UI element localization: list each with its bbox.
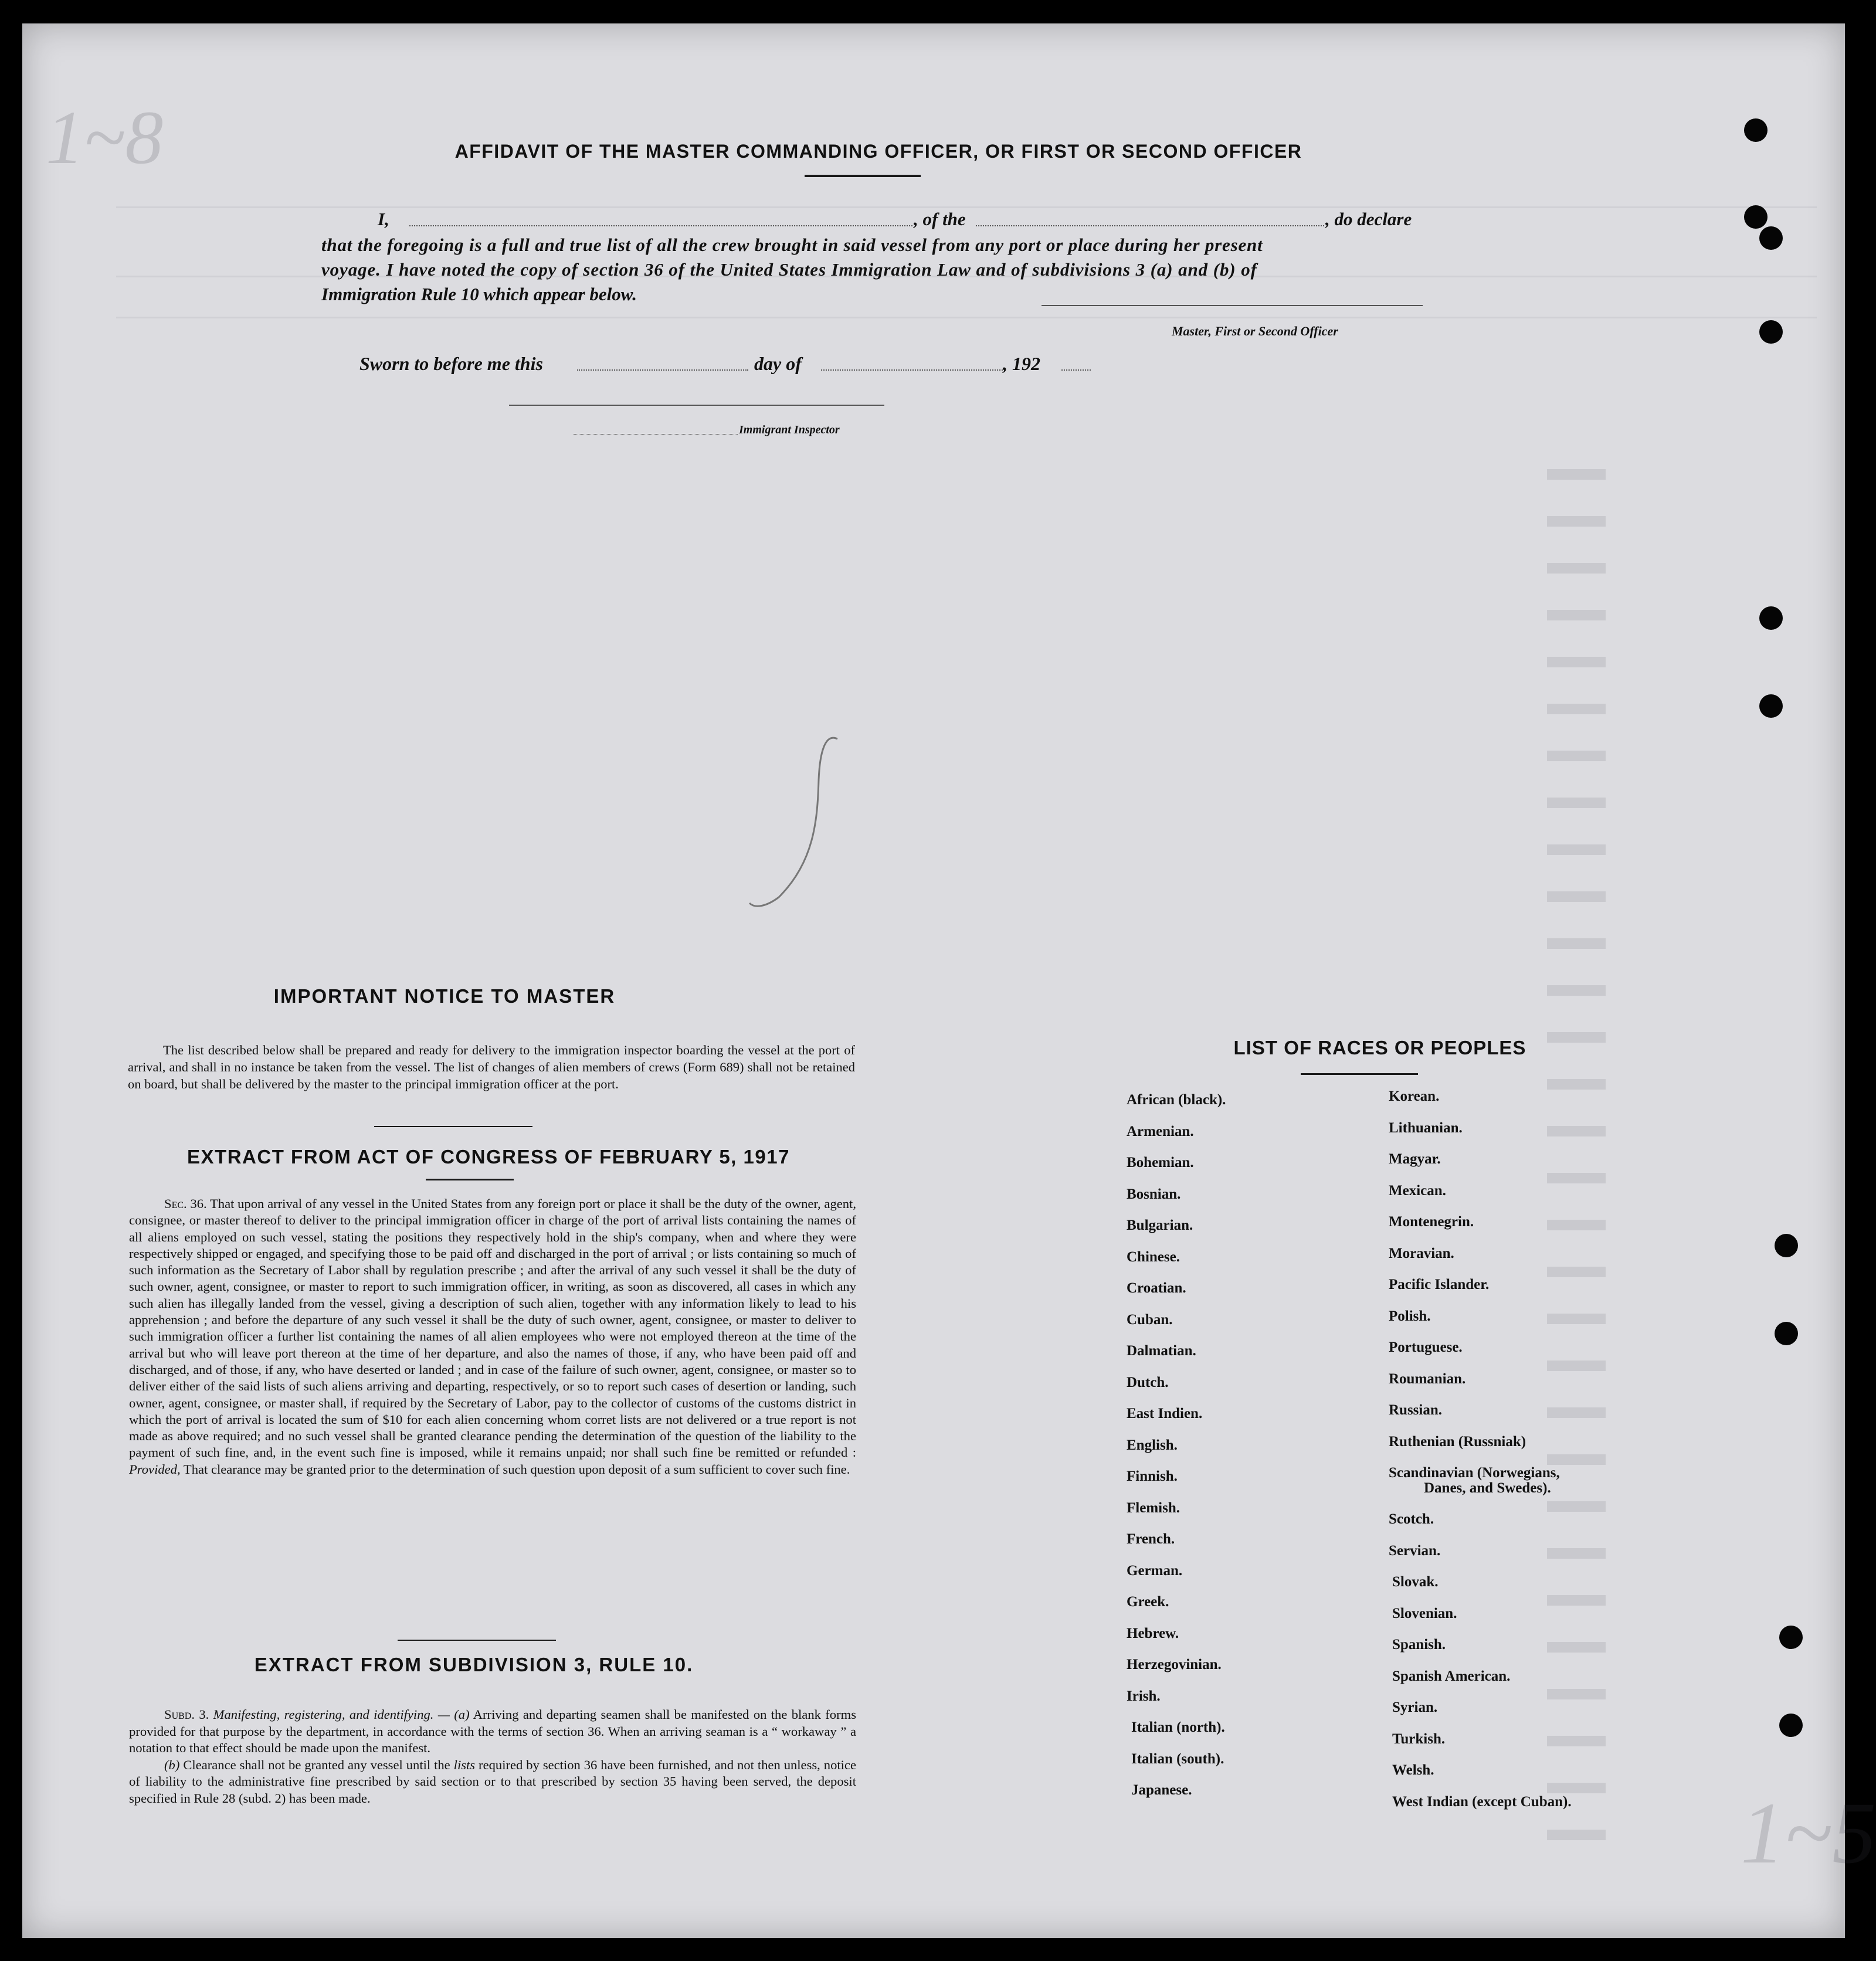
document-page	[22, 23, 1876, 1938]
binder-hole	[1775, 1234, 1798, 1257]
subd-b-text-2: required by section 36 have been furnished, and not then unless, notice of liability to the administrative fine prescribed by said section or to that prescribed by section 35 having been served, the deposit specified in Rule 28 (subd. 2) has been made.	[129, 1757, 856, 1806]
sworn-line	[359, 353, 543, 375]
sworn-year: , 192	[1003, 353, 1040, 374]
race-item: Welsh.	[1392, 1762, 1434, 1778]
binder-hole	[1759, 694, 1783, 718]
race-item: Pacific Islander.	[1389, 1277, 1490, 1292]
binder-hole	[1759, 320, 1783, 344]
notice-text: The list described below shall be prepared and ready for delivery to the immigration inspector boarding the vessel at the port of arrival, and shall in no instance be taken from the vessel. The list of changes of alien members of crews (Form 689) shall not be retained on board, but shall be delivered by the master to the principal immigration officer at the port.	[128, 1043, 855, 1091]
race-item: Korean.	[1389, 1088, 1440, 1104]
race-item: Hebrew.	[1127, 1625, 1179, 1641]
inspector-name-dots	[574, 434, 738, 435]
race-item: Croatian.	[1127, 1280, 1186, 1296]
race-item: Italian (south).	[1131, 1750, 1224, 1767]
inspector-label: Immigrant Inspector	[739, 423, 840, 436]
race-item: Turkish.	[1392, 1731, 1446, 1747]
race-item: Dutch.	[1127, 1374, 1169, 1390]
race-item: Lithuanian.	[1389, 1119, 1463, 1136]
sworn-year-blank[interactable]	[1061, 369, 1091, 371]
bleed-through-marks	[1547, 469, 1606, 1877]
binder-hole	[1759, 606, 1783, 630]
race-item: Chinese.	[1127, 1248, 1180, 1265]
act-extract-bottom-rule	[398, 1640, 556, 1641]
race-item: Spanish American.	[1392, 1668, 1511, 1684]
sworn-month-blank[interactable]	[821, 369, 1003, 371]
binder-hole	[1744, 205, 1768, 229]
race-item: Dalmatian.	[1127, 1343, 1196, 1359]
race-item: Cuban.	[1127, 1311, 1173, 1328]
notice-title: IMPORTANT NOTICE TO MASTER	[273, 985, 616, 1007]
race-item: Danes, and Swedes).	[1424, 1480, 1551, 1496]
officer-name-blank[interactable]	[409, 225, 912, 226]
race-item: Syrian.	[1392, 1699, 1438, 1715]
sworn-day-of: day of	[754, 353, 802, 374]
binder-hole	[1779, 1714, 1803, 1737]
race-item: Magyar.	[1389, 1151, 1441, 1167]
race-item: French.	[1127, 1531, 1175, 1547]
race-item: Portuguese.	[1389, 1339, 1463, 1355]
race-item: German.	[1127, 1562, 1183, 1579]
binder-hole	[1775, 1322, 1798, 1345]
affidavit-line-2: that the foregoing is a full and true list of all the crew brought in said vessel from any port or place during her present	[321, 235, 1263, 255]
bleed-through-handwriting: 1~8	[46, 96, 164, 180]
bleed-through-rule	[116, 206, 1817, 208]
race-item: Spanish.	[1392, 1637, 1446, 1653]
race-item: Herzegovinian.	[1127, 1657, 1222, 1672]
notice-rule	[374, 1126, 532, 1127]
affidavit-of-the-label: , of the	[914, 209, 966, 229]
act-extract-rule	[426, 1179, 514, 1180]
rule-extract-text	[129, 1706, 856, 1807]
race-item: Flemish.	[1127, 1499, 1180, 1516]
affidavit-line-4: Immigration Rule 10 which appear below.	[321, 284, 637, 304]
race-item: Mexican.	[1389, 1182, 1446, 1199]
pencil-stroke	[744, 727, 861, 915]
subd-b-lists: lists	[453, 1757, 476, 1772]
affidavit-line-3: voyage. I have noted the copy of section 36 of the United States Immigration Law and of subdivisions 3 (a) and (b) of	[321, 259, 1257, 280]
subd-heading: Manifesting, registering, and identifying.	[213, 1707, 434, 1722]
affidavit-declare-label: , do declare	[1325, 209, 1412, 229]
race-item: Armenian.	[1127, 1123, 1194, 1139]
binder-hole	[1779, 1626, 1803, 1649]
races-title-rule	[1301, 1073, 1418, 1075]
race-item: English.	[1127, 1437, 1178, 1453]
master-signature-label: Master, First or Second Officer	[1172, 324, 1338, 338]
race-item: Japanese.	[1131, 1782, 1192, 1798]
inspector-signature-line[interactable]	[509, 405, 884, 406]
subd-label: Subd. 3.	[164, 1707, 209, 1722]
binder-hole	[1759, 226, 1783, 250]
race-item: Montenegrin.	[1389, 1214, 1474, 1230]
subd-b-text-1: Clearance shall not be granted any vessel until the	[183, 1757, 450, 1772]
race-item: Roumanian.	[1389, 1370, 1466, 1387]
sworn-day-blank[interactable]	[577, 369, 748, 371]
binder-hole	[1744, 118, 1768, 142]
subd-a-label: — (a)	[437, 1707, 470, 1722]
race-item: Bosnian.	[1127, 1186, 1181, 1202]
bleed-through-rule	[116, 317, 1817, 318]
act-extract-text	[129, 1196, 856, 1478]
race-item: Slovak.	[1392, 1574, 1439, 1590]
race-item: Russian.	[1389, 1402, 1443, 1418]
race-item: Bulgarian.	[1127, 1217, 1193, 1233]
race-item: Scotch.	[1389, 1511, 1434, 1527]
affidavit-title: AFFIDAVIT OF THE MASTER COMMANDING OFFICER, OR FIRST OR SECOND OFFICER	[454, 141, 1302, 162]
subd-a-text: Arriving and departing seamen shall be manifested on the blank forms provided for that purpose by the department, in accordance with the terms of section 36. When an arriving seaman is a “ workaway ” a notation to that effect should be made upon the manifest.	[129, 1707, 856, 1755]
sworn-prefix: Sworn to before me this	[359, 353, 543, 374]
race-item: Servian.	[1389, 1542, 1441, 1559]
race-item: African (black).	[1127, 1092, 1226, 1108]
race-item: Polish.	[1389, 1308, 1431, 1324]
race-item: Scandinavian (Norwegians,	[1389, 1465, 1560, 1481]
title-underline	[805, 175, 921, 177]
act-extract-title: EXTRACT FROM ACT OF CONGRESS OF FEBRUARY 5, 1917	[187, 1146, 790, 1168]
race-item: Italian (north).	[1131, 1719, 1225, 1735]
race-item: Slovenian.	[1392, 1605, 1457, 1621]
sec-36-text: That upon arrival of any vessel in the United States from any foreign port or place it shall be the duty of the owner, agent, consignee, or master thereof to deliver to the principal immigration officer in charge of the port of arrival lists containing the names of all aliens employed on such vessel, stating the positions they respectively hold in the ship's company, when and where they were respectively shipped or engaged, and specifying those to be paid off and discharged in the port of arrival ; or lists containing so much of such information as the Secretary of Labor shall by regulation prescribe ; and after the arrival of any such vessel it shall be the duty of such owner, agent, consignee, or master to report to such immigration officer, in writing, as soon as discovered, all cases in which any such alien has illegally landed from the vessel, giving a description of such alien, together with any information likely to lead to his apprehension ; and before the departure of any such vessel it shall be the duty of such owner, agent, consignee, or master to deliver to such immigration officer a further list containing the names of all alien employees who were not employed thereon at the time of the arrival but who will leave port thereon at the time of her departure, and also the names of those, if any, who have been paid off and discharged, and of those, if any, who have deserted or landed ; and in case of the failure of such owner, agent, consignee, or master so to deliver either of the said lists of such aliens arriving and departing, respectively, or so to report such cases of desertion or landing, such owner, agent, consignee, or master shall, if required by the Secretary of Labor, pay to the collector of customs of the customs district in which the port of arrival is located the sum of $10 for each alien concerning whom corret lists are not delivered or a true report is not made as above required; and no such vessel shall be granted clearance pending the determination of the question of the liability to the payment of such fine, and, in the event such fine is imposed, while it remains unpaid; nor shall such fine be remitted or refunded :	[129, 1196, 856, 1460]
race-item: Ruthenian (Russniak)	[1389, 1433, 1526, 1450]
race-item: Irish.	[1127, 1688, 1161, 1704]
subd-b-label: (b)	[164, 1757, 180, 1772]
provided-label: Provided,	[129, 1461, 181, 1477]
races-title: LIST OF RACES OR PEOPLES	[1233, 1037, 1526, 1058]
sec-36-text-end: That clearance may be granted prior to the determination of such question upon deposit of a sum sufficient to cover such fine.	[183, 1461, 850, 1477]
race-item: Greek.	[1127, 1594, 1169, 1610]
master-signature-line[interactable]	[1042, 305, 1423, 306]
race-item: West Indian (except Cuban).	[1392, 1793, 1572, 1810]
race-item: Bohemian.	[1127, 1155, 1194, 1171]
race-item: Moravian.	[1389, 1245, 1454, 1261]
race-item: Finnish.	[1127, 1468, 1178, 1484]
bleed-through-handwriting: 1~5	[1741, 1784, 1876, 1882]
race-item: East Indien.	[1127, 1406, 1203, 1421]
vessel-name-blank[interactable]	[976, 225, 1324, 226]
rule-extract-title: EXTRACT FROM SUBDIVISION 3, RULE 10.	[254, 1654, 694, 1675]
sec-label: Sec. 36.	[164, 1196, 207, 1211]
affidavit-i-label: I,	[378, 209, 389, 229]
